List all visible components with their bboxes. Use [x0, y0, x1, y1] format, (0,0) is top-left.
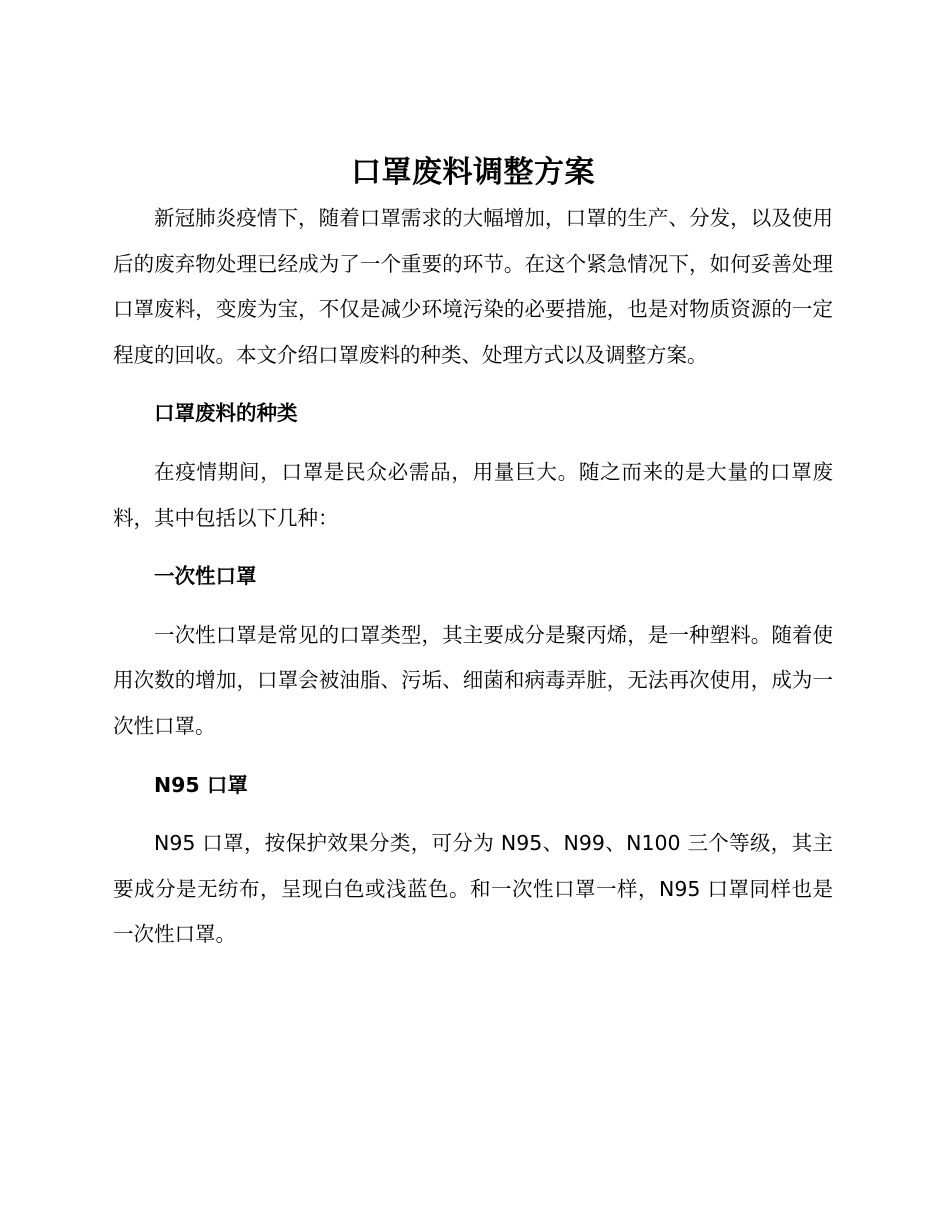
section-text-types: 在疫情期间，口罩是民众必需品，用量巨大。随之而来的是大量的口罩废料，其中包括以下几种：: [113, 459, 833, 530]
section-text-disposable: 一次性口罩是常见的口罩类型，其主要成分是聚丙烯，是一种塑料。随着使用次数的增加，口罩会被油脂、污垢、细菌和病毒弄脏，无法再次使用，成为一次性口罩。: [113, 622, 833, 738]
section-heading-disposable: 一次性口罩: [154, 564, 257, 589]
document-title: 口罩废料调整方案: [351, 155, 595, 190]
document-body: [113, 150, 833, 958]
section-heading-n95: N95 口罩: [154, 772, 248, 797]
section-text-n95: N95 口罩，按保护效果分类，可分为 N95、N99、N100 三个等级，其主要成分是无纺布，呈现白色或浅蓝色。和一次性口罩一样，N95 口罩同样也是一次性口罩。: [113, 831, 833, 947]
section-heading-types: 口罩废料的种类: [154, 401, 298, 426]
intro-paragraph: 新冠肺炎疫情下，随着口罩需求的大幅增加，口罩的生产、分发，以及使用后的废弃物处理已经成为了一个重要的环节。在这个紧急情况下，如何妥善处理口罩废料，变废为宝，不仅是减少环境污染的必要措施，也是对物质资源的一定程度的回收。本文介绍口罩废料的种类、处理方式以及调整方案。: [113, 206, 833, 367]
